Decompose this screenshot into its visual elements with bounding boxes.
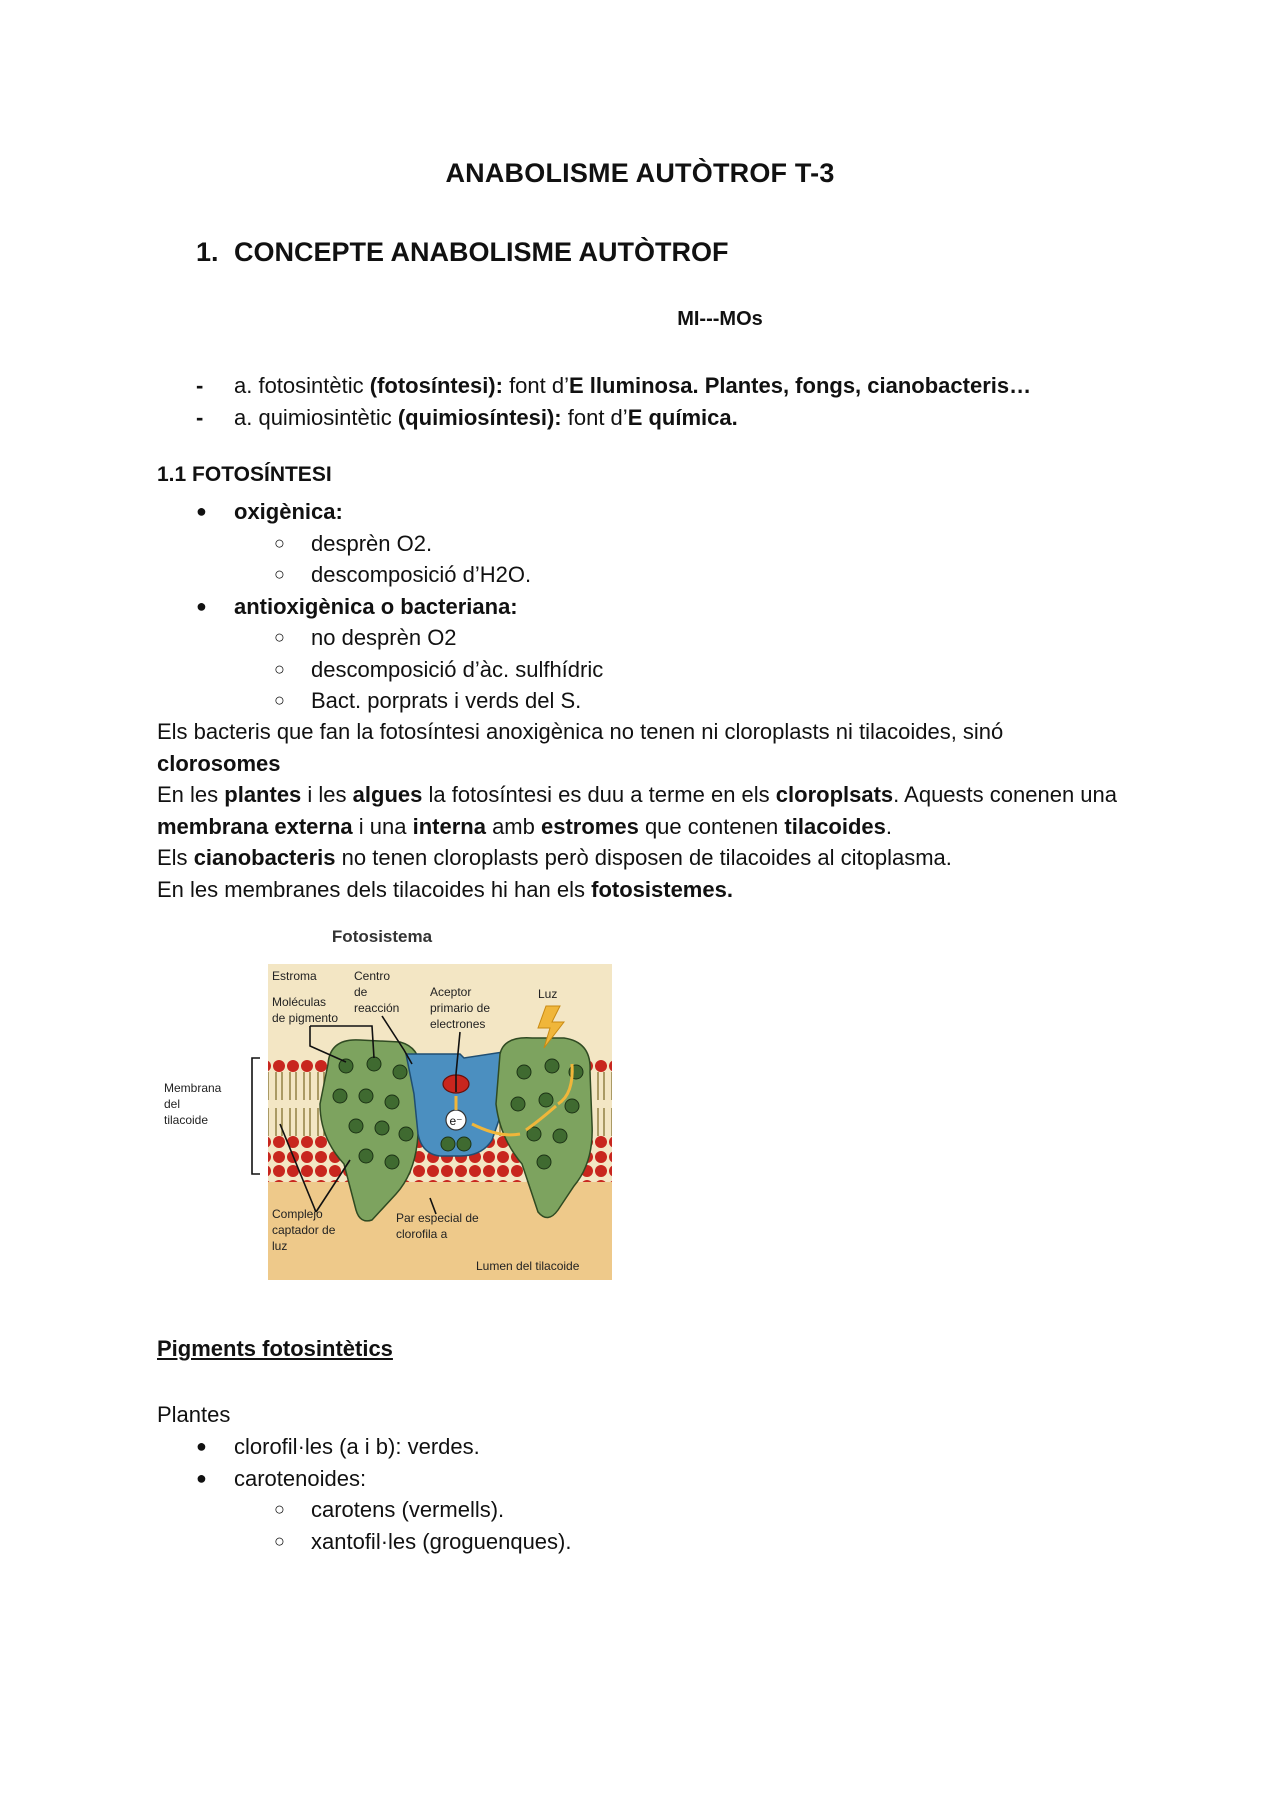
bullet-icon: ● bbox=[196, 1436, 207, 1456]
label-complejo: Complejo bbox=[272, 1207, 323, 1221]
bullet-icon: ● bbox=[196, 595, 207, 616]
electron-label: e⁻ bbox=[449, 1114, 463, 1128]
svg-text:electrones: electrones bbox=[430, 1017, 486, 1031]
list-item: - a. fotosintètic (fotosíntesi): font d’E lluminosa. Plantes, fongs, cianobacteris… bbox=[196, 370, 1196, 402]
list-item: ○ desprèn O2. bbox=[196, 528, 1196, 560]
dash-marker: - bbox=[196, 373, 204, 398]
svg-text:reacción: reacción bbox=[354, 1001, 400, 1015]
membrane-bracket bbox=[252, 1058, 260, 1174]
paragraph-line: En les membranes dels tilacoides hi han els fotosistemes. bbox=[157, 876, 733, 902]
subsection-heading: 1.1 FOTOSÍNTESI bbox=[157, 463, 332, 486]
subtitle: MI---MOs bbox=[677, 308, 763, 330]
svg-text:clorofila a: clorofila a bbox=[396, 1227, 448, 1241]
svg-text:del: del bbox=[164, 1097, 181, 1111]
label-moleculas: Moléculas bbox=[272, 995, 327, 1009]
circle-bullet-icon: ○ bbox=[274, 627, 285, 647]
svg-text:tilacoide: tilacoide bbox=[164, 1113, 209, 1127]
paragraph-line: Els cianobacteris no tenen cloroplasts però disposen de tilacoides al citoplasma. bbox=[157, 845, 952, 870]
label-centro: Centro bbox=[354, 969, 391, 983]
list-item: ○ no desprèn O2 bbox=[196, 622, 1196, 654]
paragraph-line: En les plantes i les algues la fotosíntesi es duu a terme en els cloroplsats. Aquests conenen una membrana externa i una interna amb estromes que contenen tilacoides. bbox=[157, 782, 1118, 839]
circle-bullet-icon: ○ bbox=[274, 1499, 285, 1519]
label-aceptor: Aceptor bbox=[430, 985, 472, 999]
section-title: CONCEPTE ANABOLISME AUTÒTROF bbox=[234, 237, 729, 267]
fotosintesi-list bbox=[196, 496, 1196, 717]
section-number: 1. bbox=[196, 237, 219, 267]
circle-bullet-icon: ○ bbox=[274, 690, 285, 710]
photosystem-figure bbox=[160, 924, 620, 1284]
svg-text:captador de: captador de bbox=[272, 1223, 336, 1237]
section-heading bbox=[196, 237, 729, 268]
list-item: ● carotenoides: bbox=[196, 1463, 1096, 1495]
list-item: ● oxigènica: bbox=[196, 496, 1196, 528]
circle-bullet-icon: ○ bbox=[274, 1530, 285, 1551]
label-membrana: Membrana bbox=[164, 1081, 222, 1095]
circle-bullet-icon: ○ bbox=[274, 564, 285, 584]
bullet-icon: ● bbox=[196, 501, 207, 521]
document-title: ANABOLISME AUTÒTROF T-3 bbox=[445, 158, 835, 188]
pigments-heading: Pigments fotosintètics bbox=[157, 1336, 393, 1361]
list-item: ○ descomposició d’H2O. bbox=[196, 559, 1196, 591]
bullet-icon: ● bbox=[196, 1467, 207, 1488]
list-item: ○ carotens (vermells). bbox=[196, 1494, 1096, 1526]
dash-marker: - bbox=[196, 404, 204, 430]
svg-text:de pigmento: de pigmento bbox=[272, 1011, 339, 1025]
label-par-especial: Par especial de bbox=[396, 1211, 479, 1225]
types-list bbox=[196, 370, 1196, 433]
list-item: ● clorofil·les (a i b): verdes. bbox=[196, 1431, 1096, 1463]
paragraph-line: Els bacteris que fan la fotosíntesi anoxigènica no tenen ni cloroplasts ni tilacoides, sinó clorosomes bbox=[157, 719, 1004, 776]
list-item: - a. quimiosintètic (quimiosíntesi): font d’E química. bbox=[196, 402, 1196, 434]
circle-bullet-icon: ○ bbox=[274, 658, 285, 679]
body-paragraph bbox=[157, 716, 1117, 905]
svg-text:primario de: primario de bbox=[430, 1001, 491, 1015]
label-lumen: Lumen del tilacoide bbox=[476, 1259, 580, 1273]
list-item: ○ xantofil·les (groguenques). bbox=[196, 1526, 1096, 1558]
list-item: ● antioxigènica o bacteriana: bbox=[196, 591, 1196, 623]
pigments-list bbox=[196, 1431, 1096, 1557]
pigments-group-label: Plantes bbox=[157, 1402, 231, 1427]
figure-title: Fotosistema bbox=[331, 927, 433, 946]
label-estroma: Estroma bbox=[272, 969, 317, 983]
svg-text:de: de bbox=[354, 985, 368, 999]
svg-text:luz: luz bbox=[272, 1239, 288, 1253]
circle-bullet-icon: ○ bbox=[274, 532, 285, 553]
label-luz: Luz bbox=[538, 987, 558, 1001]
photosystem-diagram bbox=[160, 924, 620, 1284]
list-item: ○ Bact. porprats i verds del S. bbox=[196, 685, 1196, 717]
list-item: ○ descomposició d’àc. sulfhídric bbox=[196, 654, 1196, 686]
